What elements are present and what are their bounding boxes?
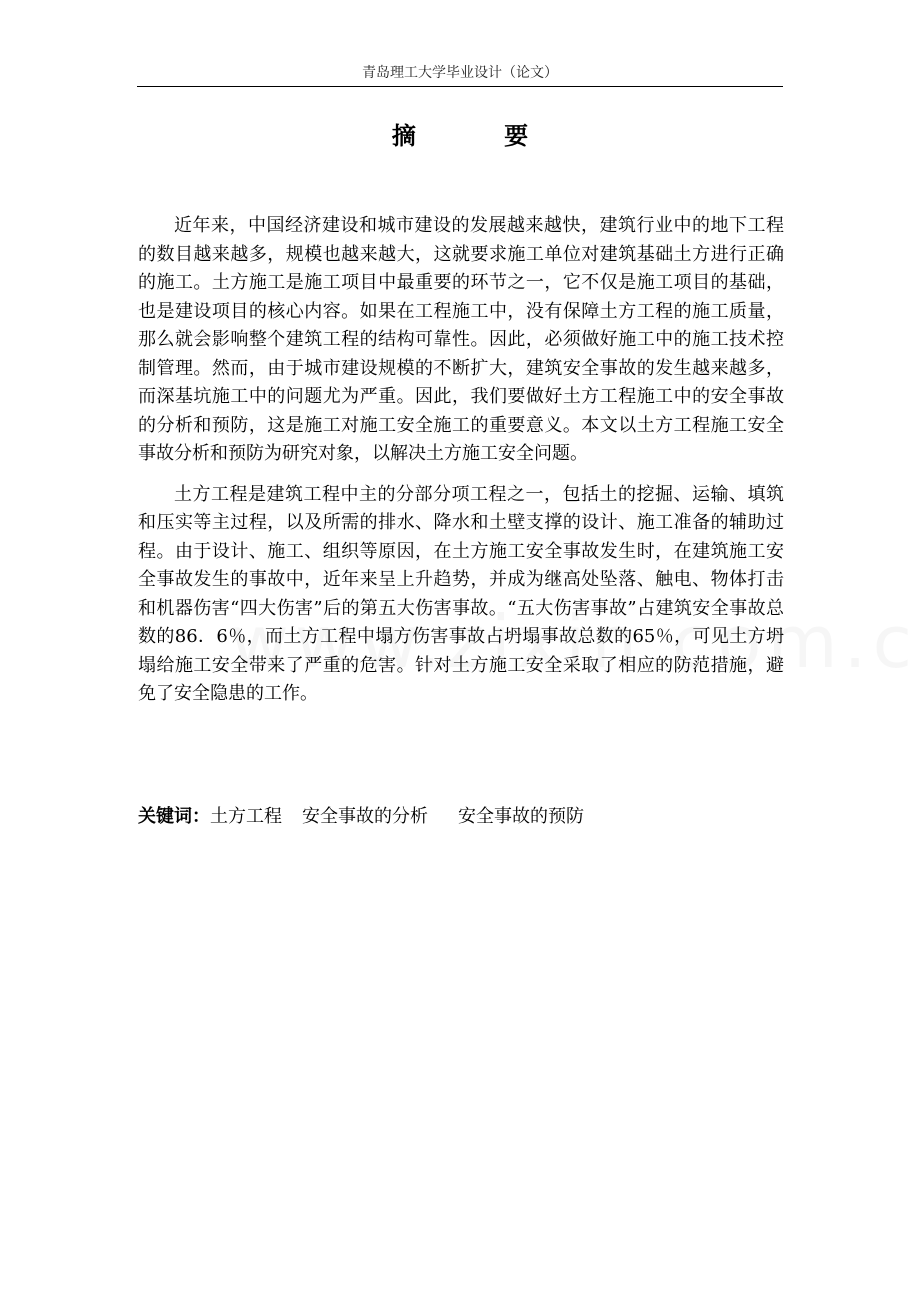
abstract-title: 摘 要 [391,122,569,150]
keyword-item: 安全事故的分析 [302,806,428,827]
abstract-body [138,212,784,721]
running-header: 青岛理工大学毕业设计（论文） [362,65,558,81]
keywords-line [138,803,784,831]
abstract-paragraph-1: 近年来，中国经济建设和城市建设的发展越来越快，建筑行业中的地下工程的数目越来越多，规模也越来越大，这就要求施工单位对建筑基础土方进行正确的施工。土方施工是施工项目中最重要的环节之一，它不仅是施工项目的基础，也是建设项目的核心内容。如果在工程施工中，没有保障土方工程的施工质量，那么就会影响整个建筑工程的结构可靠性。因此，必须做好施工中的施工技术控制管理。然而，由于城市建设规模的不断扩大，建筑安全事故的发生越来越多，而深基坑施工中的问题尤为严重。因此，我们要做好土方工程施工中的安全事故的分析和预防，这是施工对施工安全施工的重要意义。本文以土方工程施工安全事故分析和预防为研究对象，以解决土方施工安全问题。 [138,215,784,464]
abstract-paragraph-2: 土方工程是建筑工程中主的分部分项工程之一，包括土的挖掘、运输、填筑和压实等主过程，以及所需的排水、降水和土壁支撑的设计、施工准备的辅助过程。由于设计、施工、组织等原因，在土方施工安全事故发生时，在建筑施工安全事故发生的事故中，近年来呈上升趋势，并成为继高处坠落、触电、物体打击和机器伤害“四大伤害”后的第五大伤害事故。“五大伤害事故”占建筑安全事故总数的86．6％，而土方工程中塌方伤害事故占坍塌事故总数的65％，可见土方坍塌给施工安全带来了严重的危害。针对土方施工安全采取了相应的防范措施，避免了安全隐患的工作。 [138,483,784,704]
keyword-item: 土方工程 [210,806,282,827]
header-rule [137,86,783,87]
keywords-label: 关键词： [138,806,210,827]
keyword-item: 安全事故的预防 [458,806,584,827]
